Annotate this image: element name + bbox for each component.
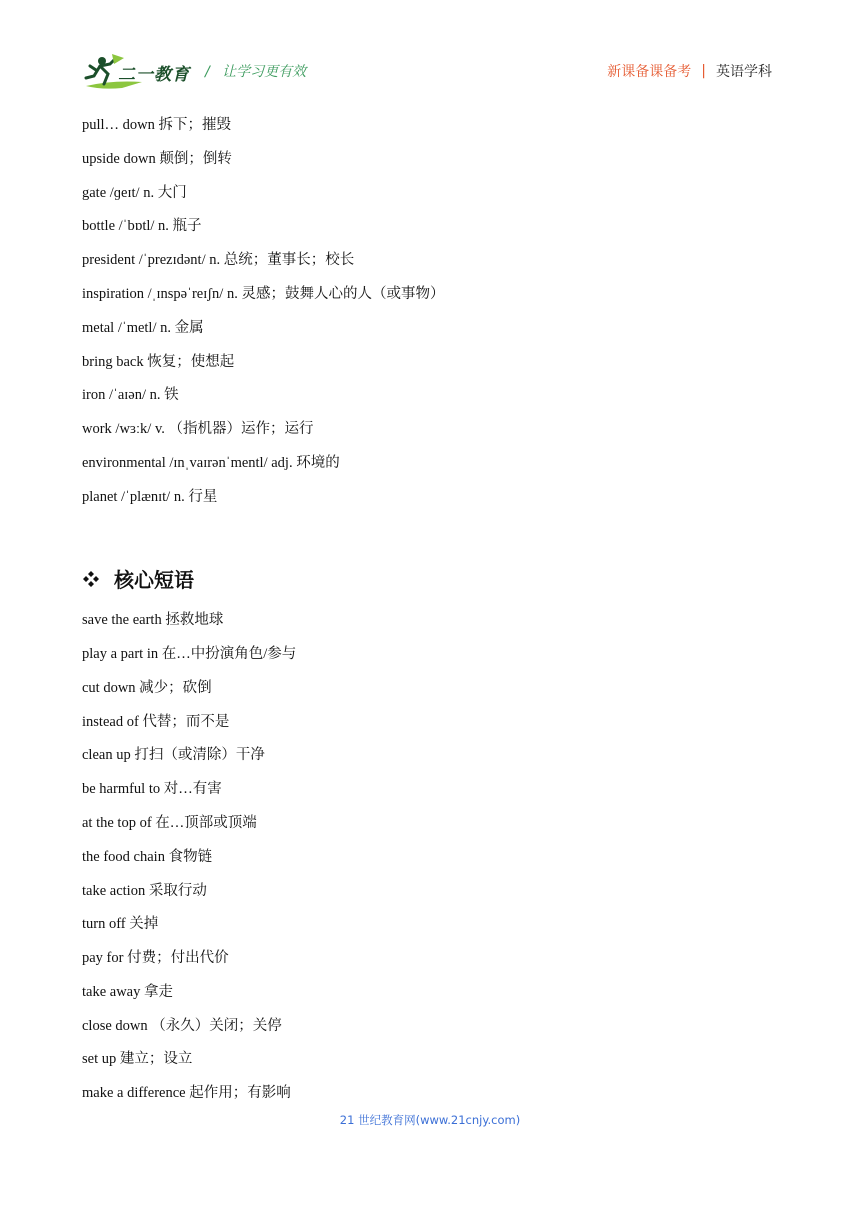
vocab-item: president /ˈprezɪdənt/ n. 总统；董事长；校长 [82, 252, 355, 268]
header-course-label: 新课备课备考 [607, 64, 692, 80]
page-header [0, 0, 860, 100]
phrase-item: close down （永久）关闭；关停 [82, 1018, 282, 1034]
phrase-item: set up 建立；设立 [82, 1051, 193, 1067]
phrase-item: be harmful to 对…有害 [82, 781, 222, 797]
phrase-item: turn off 关掉 [82, 916, 159, 932]
slogan [205, 61, 306, 81]
vocab-item: environmental /ɪnˌvaɪrənˈmentl/ adj. 环境的 [82, 455, 340, 471]
vocab-item: iron /ˈaɪən/ n. 铁 [82, 387, 179, 403]
vocab-item: planet /ˈplænɪt/ n. 行星 [82, 489, 218, 505]
vocab-item: bring back 恢复；使想起 [82, 354, 235, 370]
diamond-bullet-icon [82, 570, 100, 588]
section-heading [82, 564, 194, 593]
phrase-item: cut down 减少；砍倒 [82, 680, 212, 696]
phrase-item: at the top of 在…顶部或顶端 [82, 815, 257, 831]
phrase-item: make a difference 起作用；有影响 [82, 1085, 291, 1101]
phrase-item: pay for 付费；付出代价 [82, 950, 229, 966]
vocab-item: work /wɜːk/ v. （指机器）运作；运行 [82, 421, 314, 437]
phrase-item: the food chain 食物链 [82, 849, 213, 865]
vocab-item: inspiration /ˌɪnspəˈreɪʃn/ n. 灵感；鼓舞人心的人（或事物） [82, 286, 445, 302]
slogan-slash: / [205, 64, 210, 80]
vocab-item: bottle /ˈbɒtl/ n. 瓶子 [82, 218, 202, 234]
vocab-item: upside down 颠倒；倒转 [82, 151, 232, 167]
header-right [607, 61, 772, 81]
phrase-item: instead of 代替；而不是 [82, 714, 230, 730]
vocab-item: metal /ˈmetl/ n. 金属 [82, 320, 204, 336]
vocab-item: pull… down 拆下；摧毁 [82, 117, 232, 133]
section-title: 核心短语 [114, 568, 194, 592]
page-footer: 21 世纪教育网(www.21cnjy.com) [339, 1113, 521, 1127]
vocab-item: gate /ɡeɪt/ n. 大门 [82, 185, 187, 201]
phrase-item: take away 拿走 [82, 984, 173, 1000]
phrase-item: clean up 打扫（或清除）干净 [82, 747, 265, 763]
header-subject: 英语学科 [716, 64, 772, 80]
header-separator: | [701, 63, 706, 79]
logo-text: 二一教育 [118, 65, 190, 85]
phrase-item: take action 采取行动 [82, 883, 207, 899]
phrase-item: play a part in 在…中扮演角色/参与 [82, 646, 297, 662]
phrase-item: save the earth 拯救地球 [82, 612, 224, 628]
slogan-text: 让学习更有效 [222, 64, 307, 80]
